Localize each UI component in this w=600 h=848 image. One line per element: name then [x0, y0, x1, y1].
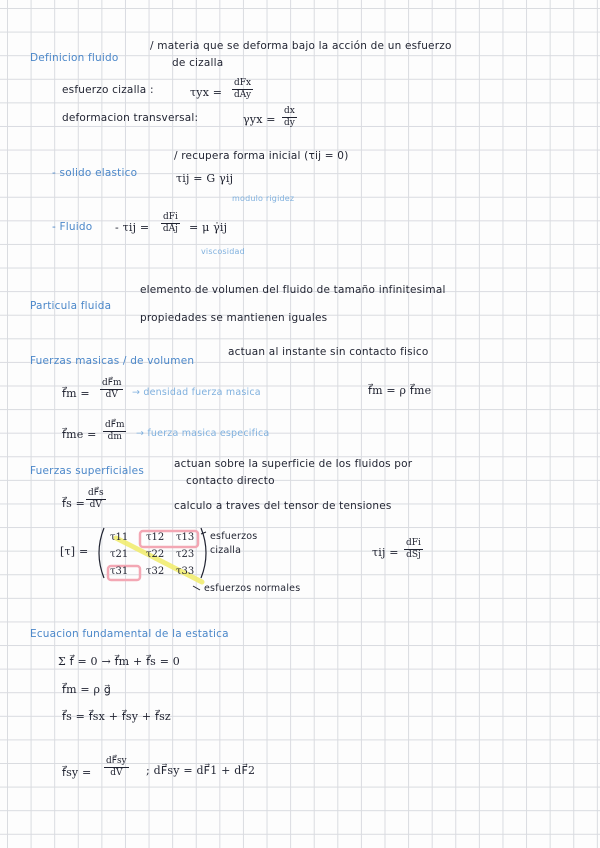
shear-den: dAy: [234, 90, 252, 100]
matrix-cell: τ22: [146, 549, 165, 560]
heading-ecuacion-estatica: Ecuacion fundamental de la estatica: [30, 628, 229, 640]
superficiales-line-1b: contacto directo: [186, 475, 275, 487]
particle-line-2: propiedades se mantienen iguales: [140, 312, 328, 324]
tau-num: dFi: [406, 538, 421, 548]
matrix-cell: τ33: [176, 566, 195, 577]
matrix-cell: τ11: [110, 532, 129, 543]
masica-eq-right: f⃗m = ρ f⃗me: [368, 384, 432, 397]
solid-def-line: / recupera forma inicial (τij = 0): [174, 150, 349, 162]
particle-line-1: elemento de volumen del fluido de tamaño infinitesimal: [140, 284, 446, 296]
shear-stress-lhs: τyx =: [190, 86, 223, 99]
especifica-eq-lhs: f⃗me =: [62, 428, 97, 441]
matrix-cell: τ23: [176, 549, 195, 560]
tau-lhs: τij =: [372, 546, 399, 559]
statics-eq-4-lhs: f⃗sy =: [62, 766, 92, 779]
heading-fuerzas-superficiales: Fuerzas superficiales: [30, 465, 145, 477]
heading-definicion-fluido: Definicion fluido: [30, 52, 119, 64]
solid-label: - solido elastico: [52, 167, 138, 179]
fluid-note: viscosidad: [201, 247, 245, 256]
matrix-cell: τ12: [146, 532, 165, 543]
heading-fuerzas-masicas: Fuerzas masicas / de volumen: [30, 355, 195, 367]
tau-den: dSj: [406, 550, 421, 560]
masica-eq-lhs: f⃗m =: [62, 387, 90, 400]
strain-num: dx: [284, 106, 295, 116]
superficial-eq-lhs: f⃗s =: [62, 497, 86, 510]
fluid-num: dFi: [163, 212, 178, 222]
definition-line-1: / materia que se deforma bajo la acción de un esfuerzo: [150, 40, 452, 52]
strain-lhs: γyx =: [243, 113, 276, 126]
matrix-right-bracket: [201, 528, 206, 578]
matrix-cell: τ21: [110, 549, 129, 560]
superficial-den: dV: [89, 500, 102, 510]
statics-eq-1: Σ f⃗ = 0 → f⃗m + f⃗s = 0: [58, 655, 181, 668]
shear-stress-note: esfuerzos cizalla: [210, 531, 258, 556]
tensor-lhs: [τ] =: [60, 545, 89, 558]
statics-eq-4-rhs: ; dF⃗sy = dF⃗1 + dF⃗2: [146, 764, 256, 777]
fluid-rhs: = μ γ̇ij: [189, 221, 228, 234]
masica-eq-note: → densidad fuerza masica: [132, 387, 261, 398]
masica-num: dF⃗m: [102, 378, 122, 388]
statics-eq-4-fraction: [104, 756, 129, 779]
matrix-cell: τ32: [146, 566, 165, 577]
especifica-den: dm: [107, 432, 122, 442]
superficial-num: dF⃗s: [88, 488, 104, 498]
masicas-line-1: actuan al instante sin contacto fisico: [228, 346, 429, 358]
fluid-label: - Fluido: [52, 221, 93, 233]
matrix-cell: τ31: [110, 566, 129, 577]
normal-note-pointer: [193, 586, 200, 590]
fluid-lhs: - τij =: [115, 221, 150, 234]
especifica-num: dF⃗m: [105, 420, 125, 430]
normal-stress-note: esfuerzos normales: [204, 583, 301, 594]
matrix-left-bracket: [99, 528, 104, 578]
solid-note: modulo rigidez: [232, 194, 295, 203]
masica-den: dV: [105, 390, 118, 400]
definition-line-2: de cizalla: [172, 57, 224, 69]
shear-stress-label: esfuerzo cizalla :: [62, 84, 154, 96]
tau-fraction: [404, 538, 423, 561]
strain-label: deformacion transversal:: [62, 112, 199, 124]
matrix-cell: τ13: [176, 532, 195, 543]
statics-eq-3: f⃗s = f⃗sx + f⃗sy + f⃗sz: [62, 710, 171, 723]
heading-particula-fluida: Particula fluida: [30, 300, 112, 312]
superficiales-line-1: actuan sobre la superficie de los fluidos por: [174, 458, 413, 470]
shear-num: dFx: [234, 78, 252, 88]
solid-equation: τij = G γij: [176, 172, 234, 185]
strain-den: dy: [283, 118, 295, 128]
statics-num: dF⃗sy: [106, 756, 127, 766]
statics-den: dV: [110, 768, 123, 778]
superficiales-line-2: calculo a traves del tensor de tensiones: [174, 500, 392, 512]
especifica-eq-note: → fuerza masica especifica: [136, 428, 270, 439]
statics-eq-2: f⃗m = ρ g⃗: [62, 683, 112, 696]
fluid-den: dAj: [162, 224, 178, 234]
